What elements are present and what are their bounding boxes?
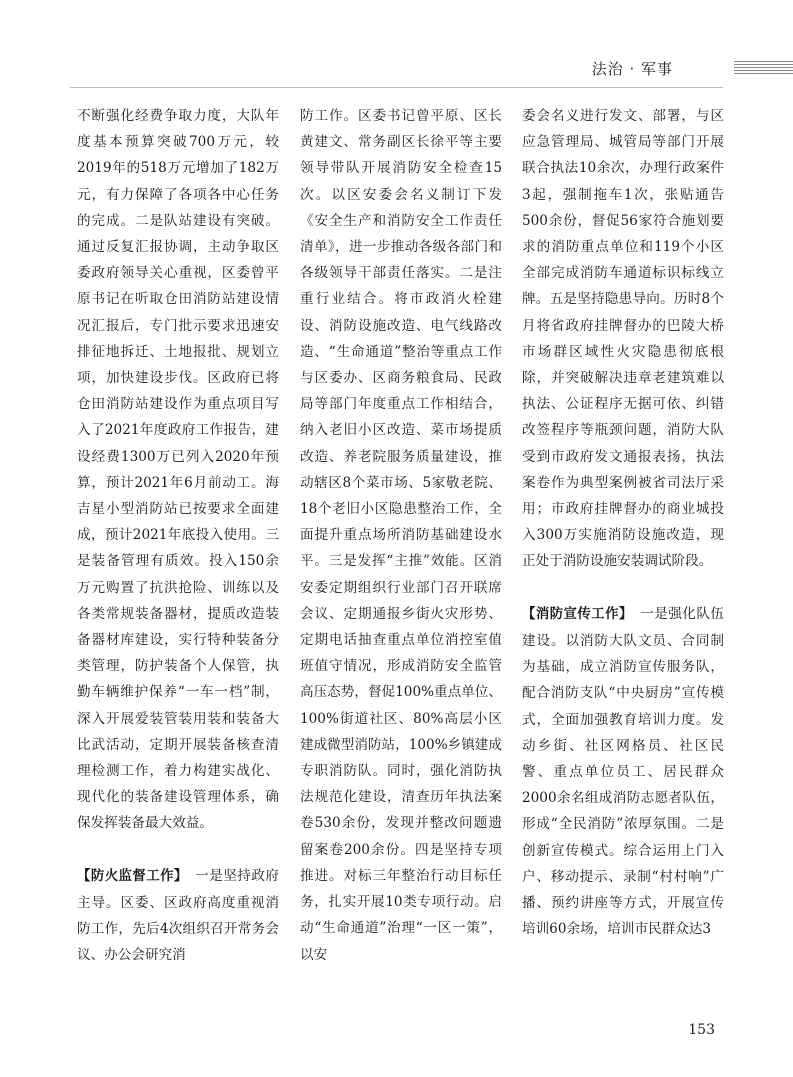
header-stripes-decoration: [734, 61, 793, 75]
section-heading-fire-supervision: 【防火监督工作】: [77, 868, 182, 884]
paragraph: 防工作。区委书记曾平原、区长黄建文、常务副区长徐平等主要领导带队开展消防安全检查15次。以区安委会名义制订下发《安全生产和消防安全工作责任清单》，进一步推动各级各部门和各级领导干部责任落实。二是注重行业结合。将市政消火栓建设、消防设施改造、电气线路改造、“生命通道”整治等重点工作与区委办、区商务粮食局、民政局等部门年度重点工作相结合，纳入老旧小区改造、菜市场提质改造、养老院服务质量建设，推动辖区8个菜市场、5家敬老院、18个老旧小区隐患整治工作，全面提升重点场所消防基础建设水平。三是发挥“主推”效能。区消安委定期组织行业部门召开联席会议、定期通报乡街火灾形势、定期电话抽查重点单位消控室值班值守情况，形成消防安全监管高压态势，督促100%重点单位、100%街道社区、80%高层小区建成微型消防站，100%乡镇建成专职消防队。同时，强化消防执法规范化建设，清查历年执法案卷530余份，发现并整改问题遗留案卷200余份。四是坚持专项推进。对标三年整治行动目标任务，扎实开展10类专项行动。启动“生命通道”治理“一区一策”，以安: [300, 108, 502, 963]
paragraph-fire-publicity: [522, 601, 724, 943]
text-column-1: [77, 103, 279, 969]
paragraph-fire-supervision: [77, 863, 279, 969]
section-heading-fire-publicity: 【消防宣传工作】: [522, 606, 627, 622]
paragraph-text: 一是坚持政府主导。区委、区政府高度重视消防工作，先后4次组织召开常务会议、办公会研究消: [77, 867, 280, 964]
section-label: 法治 · 军事: [591, 60, 673, 78]
header-divider: [70, 87, 723, 88]
page-number: 153: [688, 1022, 715, 1038]
paragraph: 不断强化经费争取力度，大队年度基本预算突破700万元，较2019年的518万元增加了182万元，有力保障了各项各中心任务的完成。二是队站建设有突破。通过反复汇报协调，主动争取区委政府领导关心重视，区委曾平原书记在听取仓田消防站建设情况汇报后，专门批示要求迅速安排征地拆迁、土地报批、规划立项，加快建设步伐。区政府已将仓田消防站建设作为重点项目写入了2021年度政府工作报告，建设经费1300万已列入2020年预算，预计2021年6月前动工。海吉星小型消防站已按要求全面建成，预计2021年底投入使用。三是装备管理有质效。投入150余万元购置了抗洪抢险、训练以及各类常规装备器材，提质改造装备器材库建设，实行特种装备分类管理，防护装备个人保管，执勤车辆维护保养“一车一档”制，深入开展爱装管装用装和装备大比武活动，定期开展装备核查清理检测工作，着力构建实战化、现代化的装备建设管理体系，确保发挥装备最大效益。: [77, 108, 279, 832]
text-column-3: [522, 103, 724, 942]
text-column-2: [300, 103, 502, 968]
paragraph: 委会名义进行发文、部署，与区应急管理局、城管局等部门开展联合执法10余次，办理行政案件3起，强制拖车1次，张贴通告500余份，督促56家符合施划要求的消防重点单位和119个小区全部完成消防车通道标识标线立牌。五是坚持隐患导向。历时8个月将省政府挂牌督办的巴陵大桥市场群区域性火灾隐患彻底根除，并突破解决违章老建筑难以执法、公证程序无据可依、纠错改签程序等瓶颈问题，消防大队受到市政府发文通报表扬，执法案卷作为典型案例被省司法厅采用；市政府挂牌督办的商业城投入300万实施消防设施改造，现正处于消防设施安装调试阶段。: [522, 108, 724, 570]
paragraph-text: 一是强化队伍建设。以消防大队文员、合同制为基础，成立消防宣传服务队，配合消防支队“中央厨房”宣传模式，全面加强教育培训力度。发动乡街、社区网格员、社区民警、重点单位员工、居民群众2000余名组成消防志愿者队伍，形成“全民消防”浓厚氛围。二是创新宣传模式。综合运用上门入户、移动提示、录制“村村响”广播、预约讲座等方式，开展宣传培训60余场，培训市民群众达3: [522, 605, 725, 938]
